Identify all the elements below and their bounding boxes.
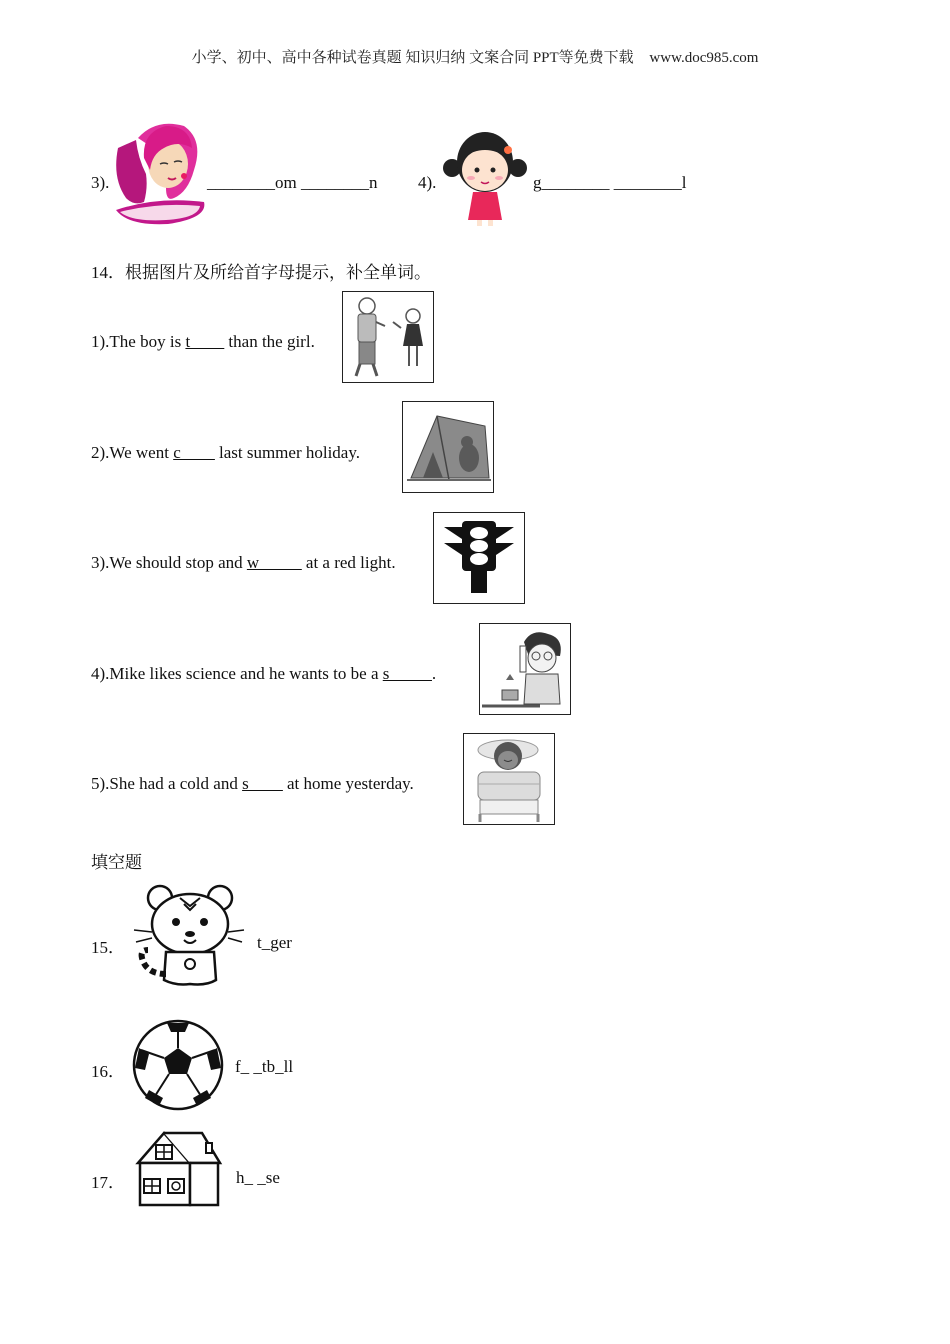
q14-item5-pre: 5).She had a cold and [91, 774, 243, 793]
page-header [0, 46, 950, 67]
q14-item3-post: at a red light. [301, 553, 396, 572]
q14-item4-pre: 4).Mike likes science and he wants to be a [91, 664, 383, 683]
q14-title: 14．根据图片及所给首字母提示，补全单词。 [91, 263, 431, 282]
q13-item4-number: 4). [418, 173, 437, 192]
boy-girl-picture [342, 291, 434, 383]
sick-girl-bed-picture [463, 733, 555, 825]
q14-item3-blank[interactable]: w_____ [246, 553, 302, 572]
q14-item1-blank[interactable]: t____ [185, 332, 225, 351]
q14-item2 [91, 443, 360, 463]
girl-picture [440, 128, 530, 228]
q14-item1-pre: 1).The boy is [91, 332, 186, 351]
q14-item2-post: last summer holiday. [214, 443, 360, 462]
q14-item2-blank[interactable]: c____ [173, 443, 215, 462]
scientist-picture [479, 623, 571, 715]
tent-picture [402, 401, 494, 493]
football-picture [131, 1018, 225, 1112]
woman-picture [108, 118, 208, 226]
q16-word[interactable]: f_ _tb_ll [235, 1057, 294, 1076]
q14-item5 [91, 774, 414, 794]
header-url-link[interactable]: www.doc985.com [649, 50, 759, 66]
q13-item3-blanks: ________om ________n [207, 173, 378, 192]
q15-number: 15． [91, 938, 125, 957]
q14-item5-blank[interactable]: s____ [242, 774, 283, 793]
q14-item4-post: . [431, 664, 437, 683]
traffic-light-picture [433, 512, 525, 604]
q17-number: 17． [91, 1173, 125, 1192]
q14-item5-post: at home yesterday. [282, 774, 414, 793]
house-picture [132, 1129, 224, 1209]
q14-item4-blank[interactable]: s_____ [382, 664, 432, 683]
q17-word[interactable]: h_ _se [236, 1168, 280, 1187]
tiger-picture [130, 880, 248, 992]
q15-word[interactable]: t_ger [257, 933, 292, 952]
q13-item3-number: 3). [91, 173, 110, 192]
q14-item1-post: than the girl. [224, 332, 315, 351]
q13-item4-blanks: g________ ________l [533, 173, 687, 192]
q14-item4 [91, 664, 436, 684]
q16-number: 16． [91, 1062, 125, 1081]
q14-item2-pre: 2).We went [91, 443, 174, 462]
q14-item3-pre: 3).We should stop and [91, 553, 247, 572]
fill-section-title: 填空题 [91, 853, 142, 872]
q14-item1 [91, 332, 315, 352]
header-left-text: 小学、初中、高中各种试卷真题 知识归纳 文案合同 PPT等免费下载 [191, 50, 634, 66]
q14-item3 [91, 553, 396, 573]
